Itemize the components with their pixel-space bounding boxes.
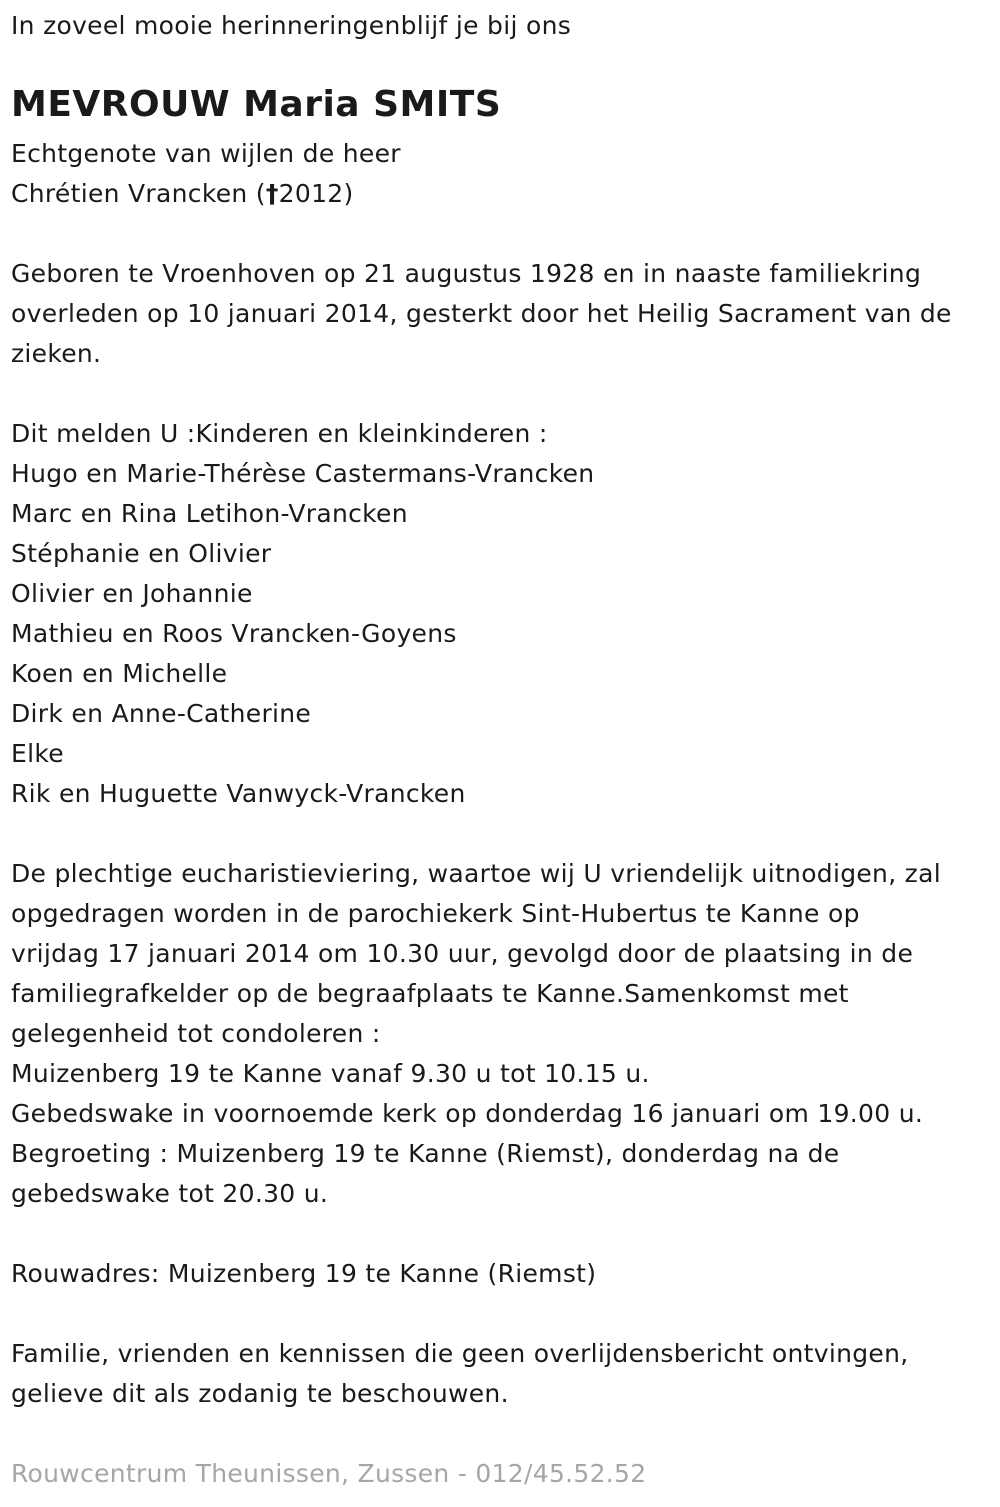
family-member: Dirk en Anne-Catherine [11, 699, 312, 728]
spouse-section [11, 134, 401, 214]
family-member: Marc en Rina Letihon-Vrancken [11, 499, 408, 528]
family-member: Stéphanie en Olivier [11, 539, 272, 568]
birth-death-line: zieken. [11, 339, 102, 368]
mourning-address-section [11, 1254, 596, 1294]
birth-death-line: Geboren te Vroenhoven op 21 augustus 1928 en in naaste familiekring [11, 259, 922, 288]
spouse-line-2 [11, 174, 401, 214]
mourning-address: Rouwadres: Muizenberg 19 te Kanne (Riemst) [11, 1259, 597, 1288]
spouse-death-year: 2012) [278, 179, 354, 208]
service-line: opgedragen worden in de parochiekerk Sint-Hubertus te Kanne op [11, 899, 860, 928]
family-member: Koen en Michelle [11, 659, 228, 688]
family-member: Olivier en Johannie [11, 579, 253, 608]
service-line: gelegenheid tot condoleren : [11, 1019, 381, 1048]
birth-death-section [11, 254, 952, 374]
notice-line: gelieve dit als zodanig te beschouwen. [11, 1379, 509, 1408]
family-member: Mathieu en Roos Vrancken-Goyens [11, 619, 457, 648]
service-line: familiegrafkelder op de begraafplaats te Kanne.Samenkomst met [11, 979, 849, 1008]
funeral-home-footer: Rouwcentrum Theunissen, Zussen - 012/45.52.52 [11, 1459, 647, 1488]
family-intro: Dit melden U :Kinderen en kleinkinderen : [11, 419, 548, 448]
birth-death-line: overleden op 10 januari 2014, gesterkt door het Heilig Sacrament van de [11, 299, 952, 328]
family-member: Hugo en Marie-Thérèse Castermans-Vrancken [11, 459, 595, 488]
spouse-name: Chrétien Vrancken ( [11, 179, 266, 208]
family-member: Rik en Huguette Vanwyck-Vrancken [11, 779, 466, 808]
notice-line: Familie, vrienden en kennissen die geen overlijdensbericht ontvingen, [11, 1339, 909, 1368]
funeral-service-section [11, 854, 941, 1214]
service-line: Gebedswake in voornoemde kerk op donderdag 16 januari om 19.00 u. [11, 1099, 924, 1128]
family-section [11, 414, 594, 814]
notice-section [11, 1334, 909, 1414]
family-member: Elke [11, 739, 64, 768]
motto-text: In zoveel mooie herinneringenblijf je bij ons [11, 11, 572, 40]
cross-icon: † [265, 179, 279, 208]
spouse-line-1: Echtgenote van wijlen de heer [11, 139, 401, 168]
service-line: vrijdag 17 januari 2014 om 10.30 uur, gevolgd door de plaatsing in de [11, 939, 914, 968]
service-line: Begroeting : Muizenberg 19 te Kanne (Riemst), donderdag na de [11, 1139, 840, 1168]
deceased-name: MEVROUW Maria SMITS [11, 84, 502, 125]
service-line: gebedswake tot 20.30 u. [11, 1179, 329, 1208]
service-line: Muizenberg 19 te Kanne vanaf 9.30 u tot 10.15 u. [11, 1059, 650, 1088]
service-line: De plechtige eucharistieviering, waartoe wij U vriendelijk uitnodigen, zal [11, 859, 941, 888]
